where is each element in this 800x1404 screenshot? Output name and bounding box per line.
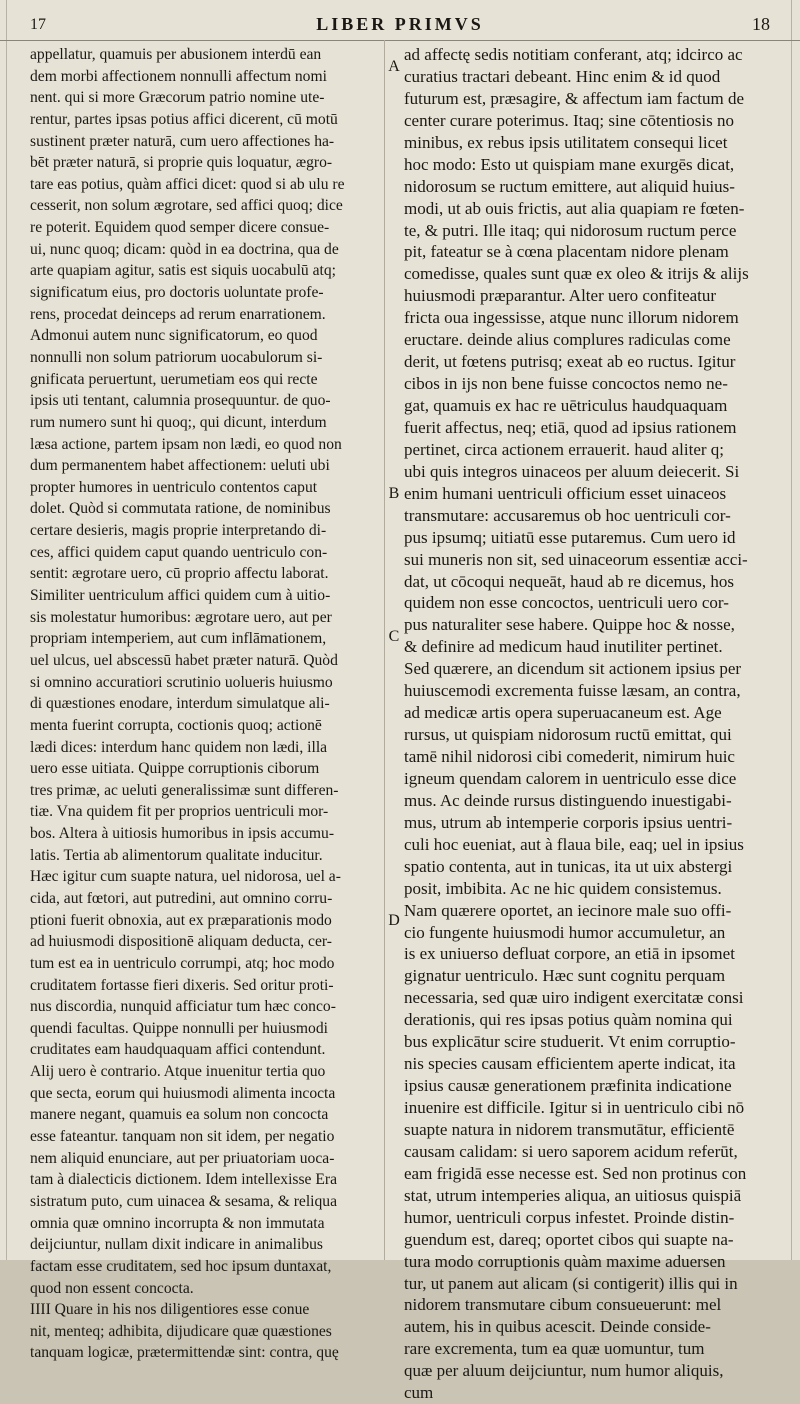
text-line: propriam intemperiem, aut cum inflāmationem,	[30, 630, 327, 648]
text-line: bēt præter naturā, si proprie quis loquatur, ægro-	[30, 154, 333, 172]
text-line: ad medicæ artis opera superuacaneum est. Age	[404, 703, 722, 723]
text-line: si omnino accuratiori scrutinio uolueris huiusmo	[30, 673, 333, 691]
text-line: dum permanentem habet affectionem: ueluti ubi	[30, 457, 330, 475]
text-line: significatum eius, pro doctoris uoluntate profe-	[30, 284, 324, 302]
text-line: cruditatem fortasse fieri dixeris. Sed oritur proti-	[30, 976, 334, 994]
text-line: menta fuerint corrupta, coctionis quoq; actionē	[30, 716, 322, 734]
text-line: gnificata peruertunt, uerumetiam eos qui recte	[30, 370, 318, 388]
text-line: igneum quendam calorem in uentriculo esse dice	[404, 768, 737, 788]
text-line: transmutare: accusaremus ob hoc uentriculi cor-	[404, 505, 731, 525]
text-line: appellatur, quamuis per abusionem interdū ean	[30, 46, 322, 63]
text-line: esse fateantur. tanquam non sit idem, per negatio	[30, 1128, 335, 1146]
text-line: tura modo corruptionis quàm maxime aduersen	[404, 1251, 726, 1271]
text-line: Alij uero è contrario. Atque inuenitur tertia quo	[30, 1063, 326, 1081]
text-line: ipsis uti tentant, calumnia prosequuntur. de quo-	[30, 392, 331, 410]
text-line: cesserit, non solum ægrotare, sed affici quoq; dice	[30, 197, 343, 215]
text-line: dat, ut cōcoqui nequeāt, haud ab re dicemus, hos	[404, 571, 734, 591]
text-line: mus, utrum ab intemperie corporis ipsius uentri-	[404, 812, 733, 832]
text-line: inuenire est difficile. Igitur si in uentriculo cibi nō	[404, 1098, 745, 1117]
text-line: pertinet, circa actionem errauerit. haud aliter q;	[404, 439, 725, 459]
text-line: dem morbi affectionem nonnulli affectum nomi	[30, 67, 327, 85]
text-line: rentur, partes ipsas potius affici dicerent, cū motū	[30, 110, 338, 128]
text-line: bos. Altera à uitiosis humoribus in ipsis accumu-	[30, 825, 335, 843]
text-line: tamē nihil nidorosi cibi comederit, nimirum huic	[404, 747, 735, 766]
text-line: bus explicātur scire studuerit. Vt enim corruptio-	[404, 1032, 736, 1052]
text-line: cum	[404, 1383, 434, 1403]
page-edge-rule-right	[791, 0, 792, 1260]
text-line: nent. qui si more Græcorum patrio nomine ute-	[30, 89, 325, 107]
text-line: gignatur uentriculo. Hæc sunt cognitu perquam	[404, 966, 726, 986]
text-line: causam calidam: si uero saporem acidum referūt,	[404, 1141, 738, 1161]
text-line: minibus, ex rebus ipsis utilitatem consequi licet	[404, 132, 728, 152]
left-text-column	[30, 44, 382, 1362]
text-line: Admonui autem nunc significatorum, eo quod	[30, 327, 318, 345]
text-line: dolet. Quòd si commutata ratione, de nominibus	[30, 500, 331, 518]
text-line: enim humani uentriculi officium esset uinaceos	[404, 483, 727, 503]
text-line: ptioni fuerit obnoxia, aut ex præparationis modo	[30, 911, 332, 929]
text-line: eructare. deinde alius complures radiculas come	[404, 330, 731, 350]
text-line: rum numero sunt hi quoq;, qui dicunt, interdum	[30, 413, 327, 431]
text-line: di quæstiones enodare, interdum simulatque ali-	[30, 695, 330, 713]
page-edge-rule-left	[6, 0, 7, 1260]
text-line: quod non essent concocta.	[30, 1279, 194, 1297]
text-line: nis species causam efficientem aperte indicat, ita	[404, 1054, 736, 1074]
text-line: suapte natura in nidorem transmutātur, efficientē	[404, 1119, 735, 1139]
text-line: fuerit affectus, neq; etiā, quod ad ipsius rationem	[404, 417, 737, 437]
text-line: sustinent præter naturā, cum uero affectiones ha-	[30, 132, 335, 150]
text-line: mus. Ac deinde rursus distinguendo inuestigabi-	[404, 790, 732, 810]
text-line: manere negant, quamuis ea solum non concocta	[30, 1106, 329, 1124]
text-line: eam frigidā esse necesse est. Sed non protinus con	[404, 1163, 747, 1183]
text-line: pus naturaliter sese habere. Quippe hoc & nosse,	[404, 615, 735, 635]
text-line: arte quapiam agitur, satis est siquis uocabulū atq;	[30, 262, 336, 280]
text-line: rens, procedat deinceps ad rerum enarrationem.	[30, 305, 326, 323]
text-line: tur, ut panem aut alicam (si contigerit) illis qui in	[404, 1273, 738, 1293]
text-line: que secta, eorum qui huiusmodi alimenta incocta	[30, 1084, 336, 1102]
text-line: Similiter uentriculum affici quidem cum à uitio-	[30, 587, 331, 605]
text-line: cio fungente huiusmodi humor accumuletur, an	[404, 922, 726, 942]
text-line: posit, imbibita. Ac ne hic quidem consistemus.	[404, 878, 722, 898]
text-line: nem aliquid enunciare, aut per priuatoriam uoca-	[30, 1149, 335, 1167]
text-line: tare eas potius, quàm affici dicet: quod si ab ulu re	[30, 175, 345, 193]
margin-gutter	[384, 40, 403, 1260]
text-line: ad huiusmodi dispositionē aliquam deducta, cer-	[30, 933, 332, 951]
text-line: rare excrementa, tum ea quæ uomuntur, tum	[404, 1339, 705, 1359]
text-line: ubi quis integros uinaceos per aluum deiecerit. Si	[404, 461, 740, 481]
text-line: nus discordia, nunquid afficiatur tum hæc conco-	[30, 998, 336, 1016]
text-line: IIII Quare in his nos diligentiores esse conue	[30, 1301, 310, 1319]
text-line: Nam quærere oportet, an iecinore male suo offi-	[404, 900, 732, 920]
text-line: Hæc igitur cum suapte natura, uel nidorosa, uel a-	[30, 868, 341, 886]
text-line: cida, aut fœtori, aut putredini, aut omnino corru-	[30, 889, 333, 907]
margin-marker-d: D	[388, 912, 400, 929]
text-line: center curare poterimus. Itaq; sine cōtentiosis no	[404, 110, 734, 130]
text-line: nit, menteq; adhibita, dijudicare quæ quæstiones	[30, 1322, 332, 1340]
text-line: Sed quærere, an dicendum sit actionem ipsius per	[404, 659, 742, 679]
text-line: ipsius causæ generationem præfinita indicatione	[404, 1076, 732, 1096]
margin-marker-b: B	[388, 485, 400, 502]
text-line: comedisse, quales sunt quæ ex oleo & itrijs & alijs	[404, 264, 749, 284]
text-line: propter humores in uentriculo contentos caput	[30, 478, 318, 496]
text-line: omnia quæ omnino incorrupta & non immutata	[30, 1214, 325, 1232]
text-line: & definire ad medicum haud inutiliter pertinet.	[404, 637, 723, 657]
text-line: culi hoc eueniat, aut à flaua bile, eaq; uel in ipsius	[404, 834, 744, 854]
text-line: ui, nunc quoq; dicam: quòd in ea doctrina, qua de	[30, 240, 339, 258]
text-line: fricta oua ingessisse, atque nunc illorum nidorem	[404, 308, 739, 328]
text-line: futurum est, præsagire, & affectum iam factum de	[404, 88, 745, 108]
text-line: tres primæ, ac ueluti generalissimæ sunt differen-	[30, 781, 339, 799]
text-line: deijciuntur, nullam dixit indicare in animalibus	[30, 1236, 323, 1254]
text-line: uel ulcus, uel abscessū habet præter naturā. Quòd	[30, 651, 338, 669]
text-line: tam à dialecticis dictionem. Idem intellexisse Era	[30, 1171, 338, 1189]
text-line: huiusmodi præparantur. Alter uero confiteatur	[404, 286, 717, 306]
text-line: nidorem transmutare cibum consueuerunt: mel	[404, 1295, 722, 1315]
text-line: sis molestatur humoribus: ægrotare uero, aut per	[30, 608, 332, 626]
text-line: quidem non esse concoctos, uentriculi uero cor-	[404, 593, 729, 613]
text-line: is ex uniuerso defluat corpore, an etiā in ipsomet	[404, 944, 735, 964]
text-line: te, & putri. Ille itaq; qui nidorosum ructum perce	[404, 220, 737, 240]
text-line: nidorosum se ructum emittere, aut aliquid huius-	[404, 176, 735, 196]
text-line: gat, quamuis ex hac re uētriculus haudquaquam	[404, 396, 728, 415]
page-header	[0, 0, 800, 41]
right-page-number: 18	[752, 14, 770, 34]
text-line: cruditates eam haudquaquam affici contendunt.	[30, 1041, 326, 1059]
text-line: sentit: ægrotare uero, cū proprio affectu laborat.	[30, 565, 329, 583]
left-page-number: 17	[30, 16, 46, 33]
text-line: re poterit. Equidem quod semper dicere consue-	[30, 219, 330, 237]
text-line: modi, ut ab ouis frictis, aut alia quapiam re fœten-	[404, 198, 745, 218]
text-line: sui muneris non sit, sed uinaceorum essentiæ acci-	[404, 549, 748, 569]
text-line: spatio contenta, aut in tunicas, ita ut uix abstergi	[404, 856, 733, 876]
text-line: factam esse cruditatem, sed hoc ipsum duntaxat,	[30, 1257, 332, 1275]
text-line: ad affectę sedis notitiam conferant, atq; idcirco ac	[404, 45, 743, 64]
margin-marker-a: A	[388, 58, 400, 75]
text-line: curatius tractari debeant. Hinc enim & id quod	[404, 66, 721, 86]
text-line: tiæ. Vna quidem fit per proprios uentriculi mor-	[30, 803, 329, 821]
margin-marker-c: C	[388, 628, 400, 645]
text-line: guendum est, dareq; oportet cibos qui suapte na-	[404, 1229, 734, 1249]
text-line: derit, ut fœtens putrisq; exeat ab eo ructus. Igitur	[404, 352, 736, 372]
text-line: tanquam logicæ, prætermittendæ sint: contra, quę	[30, 1344, 339, 1362]
text-line: latis. Tertia ab alimentorum qualitate inducitur.	[30, 846, 323, 864]
text-line: derationis, qui res ipsas potius quàm nomina qui	[404, 1010, 733, 1030]
text-line: certare desieris, magis proprie interpretando di-	[30, 522, 327, 540]
text-line: lædi dices: interdum hanc quidem non lædi, illa	[30, 738, 328, 756]
text-line: hoc modo: Esto ut quispiam mane exurgēs dicat,	[404, 154, 735, 174]
text-line: rursus, ut quispiam nidorosum ructū emittat, qui	[404, 725, 732, 745]
text-line: tum est ea in uentriculo corrumpi, atq; hoc modo	[30, 954, 335, 972]
text-line: humor, uentriculi corpus infestet. Proinde distin-	[404, 1207, 735, 1227]
text-line: pit, fateatur se à cœna placentam nidore plenam	[404, 242, 729, 262]
running-head: LIBER PRIMVS	[316, 14, 484, 34]
text-line: quendi facultas. Quippe nonnulli per huiusmodi	[30, 1019, 328, 1037]
text-line: nonnulli non solum patriorum uocabulorum si-	[30, 348, 323, 366]
text-line: læsa actione, partem ipsam non lædi, eo quod non	[30, 435, 342, 453]
text-line: uero esse uitiata. Quippe corruptionis ciborum	[30, 760, 320, 778]
text-line: ces, affici quidem caput quando uentriculo con-	[30, 543, 328, 561]
text-line: cibos in ijs non bene fuisse concoctos nemo ne-	[404, 374, 728, 394]
text-line: sistratum puto, cum uinacea & sesama, & reliqua	[30, 1192, 338, 1210]
right-text-column	[404, 44, 776, 1403]
text-line: huiuscemodi excrementa fuisse læsam, an contra,	[404, 681, 741, 701]
text-line: necessaria, sed quæ uiro indigent exercitatæ consi	[404, 988, 744, 1008]
text-line: pus ipsumq; uitiatū esse putaremus. Cum uero id	[404, 527, 736, 547]
text-line: stat, utrum intemperies aliqua, an uitiosus quispiā	[404, 1185, 742, 1205]
text-line: quæ per aluum deijciuntur, num humor aliquis,	[404, 1361, 724, 1381]
text-line: autem, his in quibus acescit. Deinde conside-	[404, 1317, 711, 1337]
